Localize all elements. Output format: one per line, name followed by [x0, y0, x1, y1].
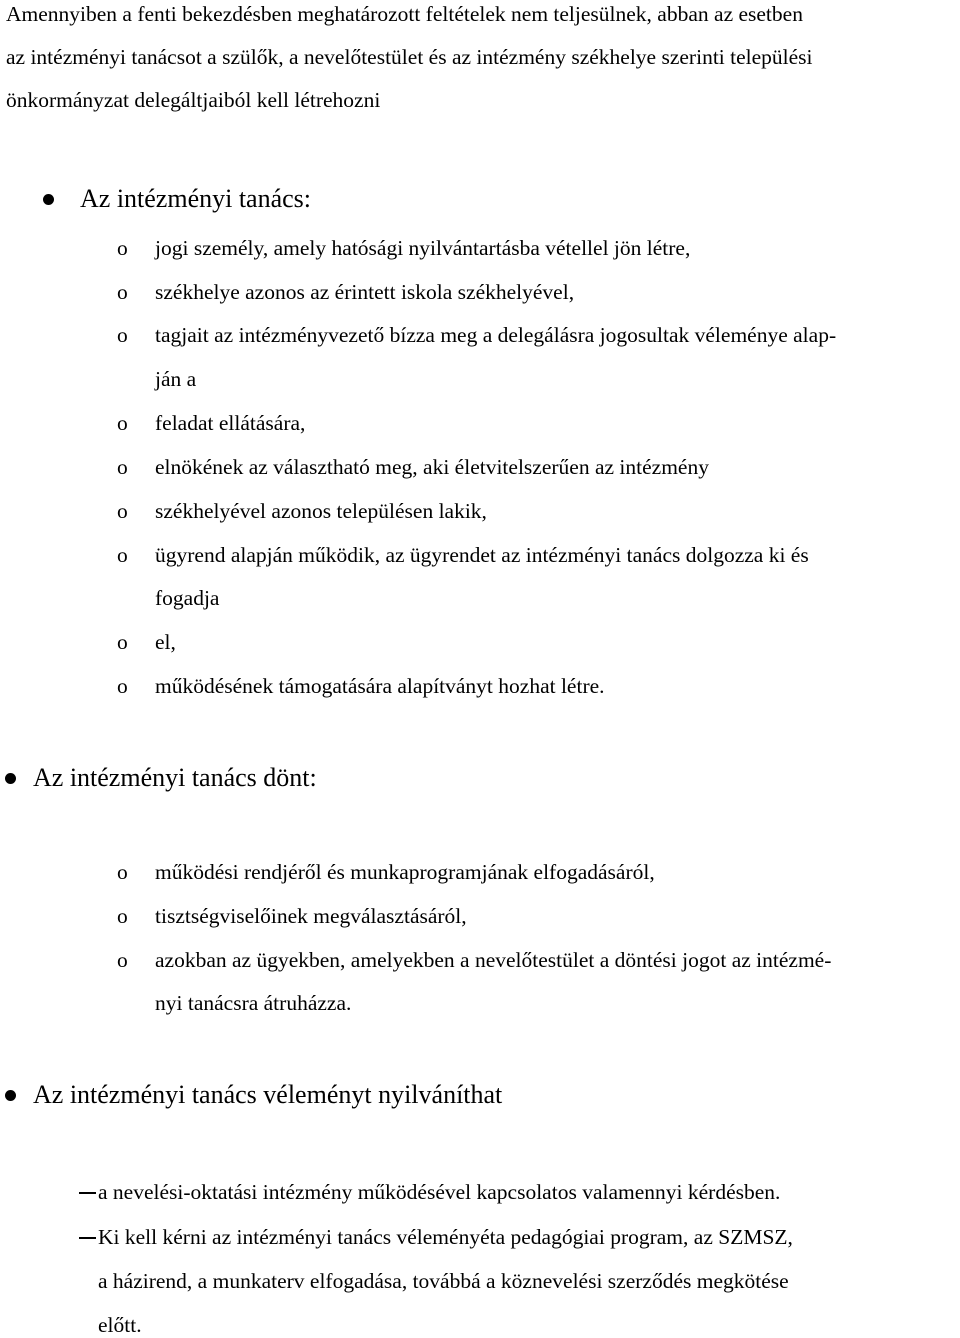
list-marker: o — [117, 280, 128, 304]
bullet-icon — [5, 1090, 16, 1101]
list-marker: o — [117, 948, 128, 972]
list-item: el, — [155, 630, 176, 654]
section-heading-2: Az intézményi tanács dönt: — [33, 763, 317, 792]
list-marker: o — [117, 674, 128, 698]
list-marker: o — [117, 411, 128, 435]
intro-line-2: az intézményi tanácsot a szülők, a nevelőtestület és az intézmény székhelye szerinti települési — [6, 45, 813, 69]
list-item: tisztségviselőinek megválasztásáról, — [155, 904, 467, 928]
list-item: elnökének az választható meg, aki életvitelszerűen az intézmény — [155, 455, 709, 479]
list-item: feladat ellátására, — [155, 411, 306, 435]
list-marker: o — [117, 455, 128, 479]
section-heading-1: Az intézményi tanács: — [80, 184, 312, 213]
dash-icon — [79, 1192, 96, 1194]
list-marker: o — [117, 860, 128, 884]
list-item: a nevelési-oktatási intézmény működésével kapcsolatos valamennyi kérdésben. — [98, 1180, 781, 1204]
intro-line-1: Amennyiben a fenti bekezdésben meghatározott feltételek nem teljesülnek, abban az esetben — [6, 2, 803, 26]
list-marker: o — [117, 904, 128, 928]
list-item: székhelyével azonos településen lakik, — [155, 499, 487, 523]
list-marker: o — [117, 323, 128, 347]
section-heading-3: Az intézményi tanács véleményt nyilváníthat — [33, 1080, 503, 1109]
list-item: azokban az ügyekben, amelyekben a nevelőtestület a döntési jogot az intézmé- — [155, 948, 832, 972]
list-item-continuation: fogadja — [155, 586, 220, 610]
bullet-icon — [5, 773, 16, 784]
list-item-continuation: előtt. — [98, 1313, 142, 1337]
list-marker: o — [117, 499, 128, 523]
list-item: ügyrend alapján működik, az ügyrendet az intézményi tanács dolgozza ki és — [155, 543, 809, 567]
list-marker: o — [117, 543, 128, 567]
bullet-icon — [43, 194, 54, 205]
list-item-continuation: a házirend, a munkaterv elfogadása, továbbá a köznevelési szerződés megkötése — [98, 1269, 789, 1293]
list-marker: o — [117, 630, 128, 654]
list-item: működésének támogatására alapítványt hozhat létre. — [155, 674, 605, 698]
intro-line-3: önkormányzat delegáltjaiból kell létrehozni — [6, 88, 381, 112]
dash-icon — [79, 1237, 96, 1239]
list-item-continuation: nyi tanácsra átruházza. — [155, 991, 352, 1015]
list-item: székhelye azonos az érintett iskola székhelyével, — [155, 280, 575, 304]
list-marker: o — [117, 236, 128, 260]
list-item: tagjait az intézményvezető bízza meg a delegálásra jogosultak véleménye alap- — [155, 323, 837, 347]
list-item: jogi személy, amely hatósági nyilvántartásba vétellel jön létre, — [155, 236, 691, 260]
list-item-continuation: ján a — [155, 367, 197, 391]
list-item: Ki kell kérni az intézményi tanács véleményéta pedagógiai program, az SZMSZ, — [98, 1225, 793, 1249]
list-item: működési rendjéről és munkaprogramjának elfogadásáról, — [155, 860, 655, 884]
